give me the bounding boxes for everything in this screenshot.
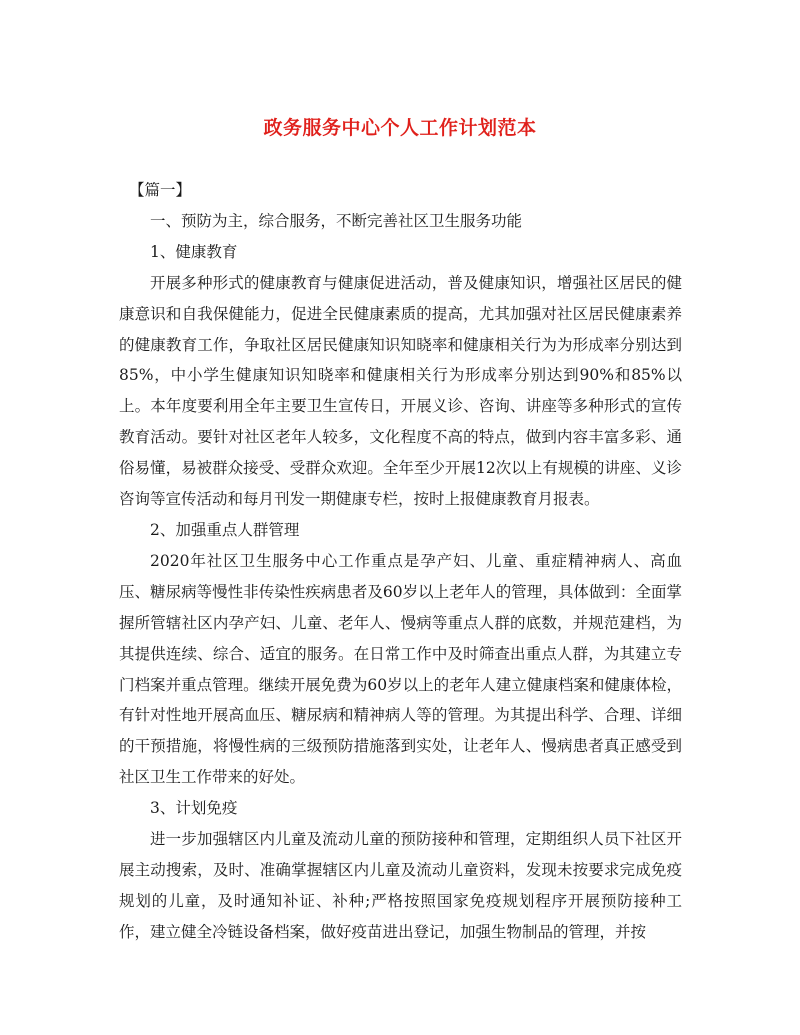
subheading-immunization: 3、计划免疫 — [150, 799, 238, 818]
section-tag: 【篇一】 — [129, 181, 192, 199]
paragraph-immunization: 进一步加强辖区内儿童及流动儿童的预防接种和管理，定期组织人员下社区开展主动搜索，及时、准确掌握辖区内儿童及流动儿童资料，发现未按要求完成免疫规划的儿童，及时通知补证、补种;严格按照国家免疫规划程序开展预防接种工作，建立健全冷链设备档案，做好疫苗进出登记，加强生物制品的管理，并按 — [119, 830, 682, 941]
document-body — [119, 175, 682, 948]
main-heading: 一、预防为主，综合服务，不断完善社区卫生服务功能 — [150, 211, 523, 230]
document-title: 政务服务中心个人工作计划范本 — [263, 117, 537, 139]
subheading-health-education: 1、健康教育 — [150, 242, 238, 261]
subheading-key-groups: 2、加强重点人群管理 — [150, 520, 300, 539]
paragraph-key-groups: 2020年社区卫生服务中心工作重点是孕产妇、儿童、重症精神病人、高血压、糖尿病等慢性非传染性疾病患者及60岁以上老年人的管理，具体做到：全面掌握所管辖社区内孕产妇、儿童、老年人、慢病等重点人群的底数，并规范建档，为其提供连续、综合、适宜的服务。在日常工作中及时筛查出重点人群，为其建立专门档案并重点管理。继续开展免费为60岁以上的老年人建立健康档案和健康体检，有针对性地开展高血压、糖尿病和精神病人等的管理。为其提出科学、合理、详细的干预措施，将慢性病的三级预防措施落到实处，让老年人、慢病患者真正感受到社区卫生工作带来的好处。 — [119, 551, 682, 787]
paragraph-health-education: 开展多种形式的健康教育与健康促进活动，普及健康知识，增强社区居民的健康意识和自我保健能力，促进全民健康素质的提高，尤其加强对社区居民健康素养的健康教育工作，争取社区居民健康知识知晓率和健康相关行为为形成率分别达到85%，中小学生健康知识知晓率和健康相关行为形成率分别达到90%和85%以上。本年度要利用全年主要卫生宣传日，开展义诊、咨询、讲座等多种形式的宣传教育活动。要针对社区老年人较多，文化程度不高的特点，做到内容丰富多彩、通俗易懂，易被群众接受、受群众欢迎。全年至少开展12次以上有规模的讲座、义诊咨询等宣传活动和每月刊发一期健康专栏，按时上报健康教育月报表。 — [119, 273, 682, 509]
